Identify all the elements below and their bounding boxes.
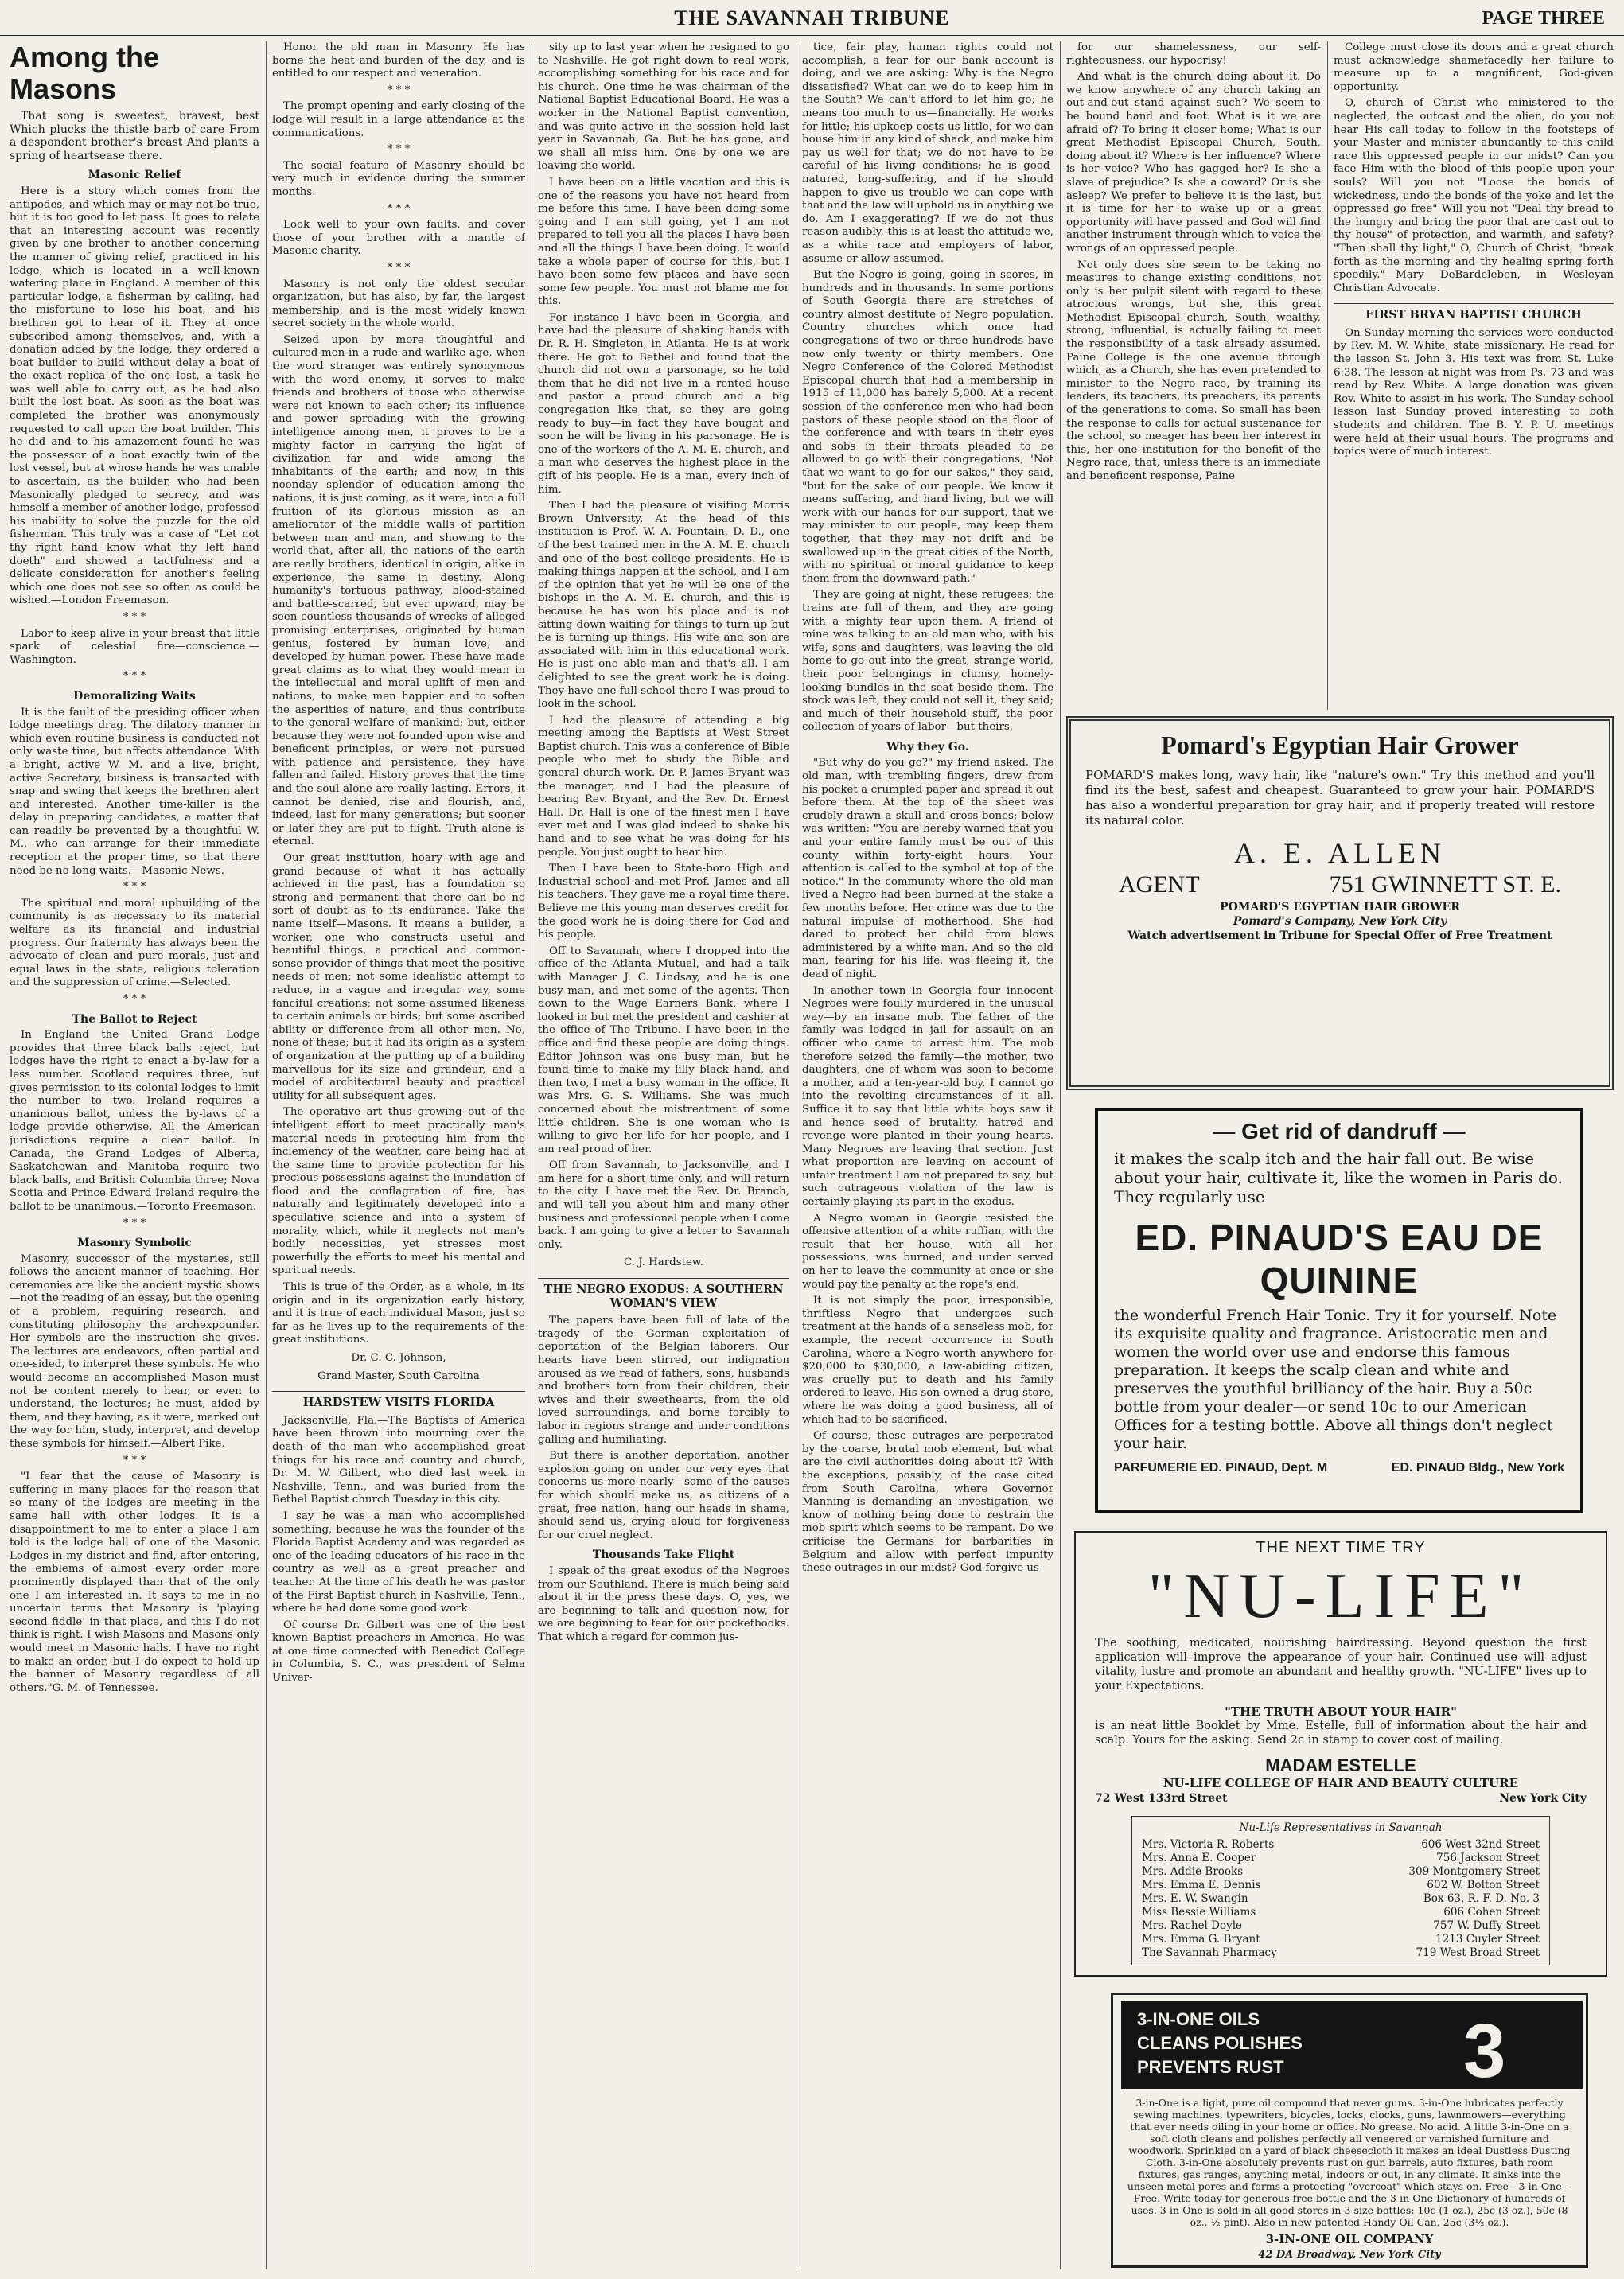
- paragraph: Of course Dr. Gilbert was one of the best known Baptist preachers in America. He was at one time connected with Benedict College in Columbia, S. C., was president of Selma Univer-: [272, 1619, 525, 1685]
- paragraph: The papers have been full of late of the tragedy of the German exploitation of deportation of the Belgian laborers. Our hearts have been stirred, our indignation aroused as we read of fathers, sons, husbands and brothers torn from their children, their wives and their sweethearts, from the old loved surroundings, and borne forcibly to labor in regions strange and under conditions galling and humiliating.: [538, 1315, 789, 1446]
- ad-pinaud: [1095, 1108, 1583, 1513]
- paragraph: Then I had the pleasure of visiting Morris Brown University. At the head of this institution is Prof. W. A. Fountain, D. D., one of the best trained men in the A. M. E. church and one of the best college presidents. He is making things happen at the school, and I am of the opinion that yet he will be one of the bishops in the A. M. E. church, and this is because he has won his place and is not sitting down waiting for things to turn up but he is turning up things. His wife and son are associated with him in this educational work. He is just one able man and that's all. I am delighted to see the great work he is doing. They have one full school there I was proud to look in the school.: [538, 500, 789, 711]
- madam-name: MADAM ESTELLE: [1265, 1755, 1416, 1775]
- brand-name: ED. PINAUD'S EAU DE QUININE: [1135, 1217, 1544, 1301]
- rep-row: [1142, 1906, 1540, 1919]
- paragraph: I speak of the great exodus of the Negroes from our Southland. There is much being said about it in the press these days. O, yes, we are beginning to talk and question now, for we are beginning to fear for our pocketbooks. That which a regard for common jus-: [538, 1564, 789, 1643]
- paragraph: for our shamelessness, our self-righteousness, our hypocrisy!: [1066, 41, 1321, 67]
- paragraph: For instance I have been in Georgia, and have had the pleasure of shaking hands with Dr. R. H. Singleton, in Atlanta. He is at work there. He got to Bethel and found that the church did not own a parsonage, so he told them that he did not live in a rented house and pastor a proud church and a big congregation like that, so they are going ready to buy—in fact they have bought and soon he will be living in his parsonage. He is one of the workers of the A. M. E. church, and a man who deserves the highest place in the gift of his people. He is a man, every inch of him.: [538, 311, 789, 496]
- article-headline: THE NEGRO EXODUS: A SOUTHERN WOMAN'S VIEW: [538, 1278, 789, 1310]
- can-number: 3: [1463, 2008, 1506, 2089]
- city: New York City: [1499, 1792, 1587, 1805]
- article-headline: FIRST BRYAN BAPTIST CHURCH: [1334, 303, 1614, 322]
- rep-row: [1142, 1946, 1540, 1960]
- article-headline: HARDSTEW VISITS FLORIDA: [272, 1391, 525, 1410]
- column-4: [802, 41, 1053, 2269]
- rep-row: [1142, 1838, 1540, 1852]
- separator: * * *: [123, 993, 146, 1005]
- agent-label: AGENT: [1119, 871, 1200, 898]
- rep-address: 602 W. Bolton Street: [1427, 1879, 1540, 1891]
- rep-address: 1213 Cuyler Street: [1435, 1933, 1540, 1946]
- column-2: [272, 41, 525, 2269]
- separator: * * *: [123, 1454, 146, 1467]
- column-rule: [266, 41, 267, 2269]
- rep-row: [1142, 1919, 1540, 1933]
- rep-row: [1142, 1879, 1540, 1892]
- separator: * * *: [123, 670, 146, 683]
- column-6: [1334, 41, 1614, 710]
- booklet-text: is an neat little Booklet by Mme. Estelle, full of information about the hair and scalp. Yours for the asking. Send 2c in stamp to cover cost of mailing.: [1095, 1720, 1587, 1747]
- separator: * * *: [387, 84, 411, 96]
- rep-address: 756 Jackson Street: [1436, 1852, 1540, 1864]
- separator: * * *: [387, 143, 411, 156]
- ad-body: it makes the scalp itch and the hair fall out. Be wise about your hair, cultivate it, like the women in Paris do. They regularly use: [1114, 1149, 1563, 1206]
- paragraph: tice, fair play, human rights could not accomplish, a fear for our bank account is doing, and we are asking: Why is the Negro dissatisfied? What can we do to keep him in the South? We can't afford to let him go; he means too much to us—financially. He works for little; his upkeep costs us little, for we can house him in any kind of shack, and make him pay us well for that; we do not have to be careful of his living conditions; he is good-natured, long-suffering, and if he should happen to give us trouble we can cope with that and the law will uphold us in anything we do. Am I exaggerating? If we do not thus reason audibly, this is at least the attitude we, as a white race and employers of labor, assume or allow assumed.: [802, 41, 1053, 265]
- paragraph: Seized upon by more thoughtful and cultured men in a rude and warlike age, when the word stranger was entirely synonymous with the word enemy, it serves to make friends and brothers of those who otherwise were not known to each other; its influence and power spreading with the growing intelligence among men, it proves to be a mighty factor in carrying the light of civilization far and wide among the inhabitants of the earth; and now, in this noonday splendor of education among the nations, it is just coming, as it were, into a full fruition of its glorious mission as an ameliorator of the middle walls of partition between man and man, and showing to the world that, after all, the nations of the earth are really brothers, identical in origin, alike in experience, the same in destiny. Along humanity's tortuous pathway, blood-stained and battle-scarred, but ever upward, may be seen countless thousands of wrecks of alleged promising enterprises, originated by human genius, fostered by human love, and developed by human power. These have made great claims as to what they would mean in the intellectual and moral uplift of men and nations, to make men happier and to soften the asperities of nature, and thus contribute to the general welfare of mankind; but, either because they were not founded upon wise and beneficent principles, or were not pursued with patience and persistence, they have fallen and failed. History proves that the time and the soul alone are really lasting. Errors, it cannot be denied, rise and flourish, and, indeed, last for many generations; but sooner or later they are put to flight. Truth alone is eternal.: [272, 333, 525, 848]
- paragraph: But the Negro is going, going in scores, in hundreds and in thousands. In some portions of South Georgia there are stretches of country almost destitute of Negro population. Country churches which once had congregations of two or three hundreds have now only twenty or thirty members. One Negro Conference of the Colored Methodist Episcopal church that had a membership in 1915 of 11,000 has barely 5,000. At a recent session of the conference men who had been pastors of these people stood on the floor of the conference and with tears in their eyes and sobs in their throats pleaded to be allowed to go with their congregations, "Not that we want to go for our sakes," they said, "but for the sake of our people. We know it means suffering, and hard living, but we will work with our hands for our support, that we may minister to our people, may keep them together, that they may not drift and be swallowed up in the great cities of the North, with no spiritual or moral guidance to keep them from the downward path.": [802, 269, 1053, 585]
- article-body: Here is a story which comes from the antipodes, and which may or may not be true, but it is too good to let pass. It goes to relate that an interesting account was recently given by one brother to another concerning the manner of giving relief, practiced in his lodge, which is located in a well-known watering place in England. A member of this particular lodge, a fisherman by calling, had the misfortune to lose his boat, and his brethren got to hear of it. They at once subscribed among themselves, and, with a donation added by the lodge, they ordered a boat builder to build without delay a boat of the exact replica of the one lost, a task he was well able to carry out, as he had also built the lost boat. As soon as the boat was completed the brother was anonymously requested to call upon the boat builder. This he did and to his amazement found he was the possessor of a boat exactly twin of the lost vessel, but at whose hands he was unable to ascertain, as the builder, who had been Masonically pledged to secrecy, and was himself a member of another lodge, professed his inability to solve the puzzle for the old fisherman. This truly was a case of "Let not thy right hand know what thy left hand doeth" and showed a tactfulness and a delicate consideration for another's feeling which one does not see so often as could be wished.—London Freemason.: [10, 185, 259, 607]
- separator: * * *: [123, 1217, 146, 1229]
- section-heading: Among the Masons: [10, 41, 159, 105]
- masthead: [0, 0, 1624, 37]
- rep-address: 757 W. Duffy Street: [1433, 1919, 1540, 1932]
- separator: * * *: [387, 261, 411, 274]
- paragraph: It is not simply the poor, irresponsible, thriftless Negro that undergoes such treatment at the hands of a senseless mob, for example, the recent occurrence in South Carolina, where a Negro worth anywhere for $20,000 to $30,000, a law-abiding citizen, was cruelly put to death and his family ordered to leave. His son owned a drug store, where he was doing a good business, all of which had to be sacrificed.: [802, 1295, 1053, 1426]
- column-3: [538, 41, 789, 2269]
- ad-body: The soothing, medicated, nourishing hairdressing. Beyond question the first application will improve the appearance of your hair. Continued use will adjust vitality, lustre and promote an abundant and healthy growth. "NU-LIFE" lives up to your Expectations.: [1095, 1637, 1587, 1693]
- rep-name: Mrs. Emma G. Bryant: [1142, 1933, 1260, 1946]
- paragraph: Look well to your own faults, and cover those of your brother with a mantle of Masonic charity.: [272, 219, 525, 258]
- paragraph: Honor the old man in Masonry. He has borne the heat and burden of the day, and is entitled to our respect and veneration.: [272, 41, 525, 80]
- rep-row: [1142, 1852, 1540, 1865]
- ad-line: POMARD'S EGYPTIAN HAIR GROWER: [1220, 901, 1460, 914]
- separator: * * *: [387, 202, 411, 215]
- paragraph: They are going at night, these refugees; the trains are full of them, and they are going with a mighty fear upon them. A friend of mine was talking to an old man who, with his wife, sons and daughters, was leaving the old home to go out into the great, strange world, their poor belongings in clumsy, homely-looking bundles in the seat beside them. The stock was left, they could not sell it, they said; and much of their household stuff, the poor collection of years of labor—but theirs.: [802, 589, 1053, 734]
- paragraph: Not only does she seem to be taking no measures to change existing conditions, not only is her pulpit silent with regard to these atrocious wrongs, but she, this great Methodist Episcopal church, South, wealthy, strong, influential, is actually failing to meet the responsibility of a task already assumed. Paine College is the one avenue through which, as a Church, she has even pretended to minister to the Negro race, by training its leaders, its teachers, its preachers, its parents of the generations to come. So small has been the response to calls for actual sustenance for the school, so meager has been her interest in this, her one institution for the benefit of the Negro race, that, unless there is an immediate and beneficent response, Paine: [1066, 259, 1321, 482]
- rep-name: Mrs. E. W. Swangin: [1142, 1892, 1248, 1905]
- can-label-3: PREVENTS RUST: [1137, 2057, 1284, 2077]
- article-title: Masonry Symbolic: [77, 1237, 192, 1250]
- paragraph: College must close its doors and a great church must acknowledge shamefacedly her failure to measure up to a magnificent, God-given opportunity.: [1334, 41, 1614, 93]
- paragraph: On Sunday morning the services were conducted by Rev. M. W. White, state missionary. He read for the lesson St. John 3. His text was from St. Luke 6:38. The lesson at night was from Ps. 73 and was read by Rev. White. A large donation was given Rev. White to assist in his work. The Sunday school lesson last Sunday proved interesting to both students and children. The B. Y. P. U. meetings were held at their usual hours. The programs and topics were of much interest.: [1334, 326, 1614, 458]
- ad-text: the wonderful French Hair Tonic. Try it for yourself. Note its exquisite quality and fragrance. Aristocratic men and women the world over use and endorse this famous preparation. It keeps the scalp clean and white and preserves the youthful brilliancy of the hair. Buy a 50c bottle from your dealer—or send 10c to our American Offices for a testing bottle. Above all things don't neglect your hair.: [1114, 1307, 1557, 1452]
- brand-name: "NU-LIFE": [1147, 1561, 1534, 1631]
- rep-row: [1142, 1865, 1540, 1879]
- rep-address: 606 West 32nd Street: [1421, 1838, 1540, 1851]
- paragraph: Off from Savannah, to Jacksonville, and I am here for a short time only, and will return to the city. I have met the Rev. Dr. Branch, and will tell you about him and many other business and professional people when I come back. I am going to give a letter to Savannah only.: [538, 1159, 789, 1251]
- signature-title: Grand Master, South Carolina: [317, 1369, 480, 1382]
- street: 72 West 133rd Street: [1095, 1792, 1228, 1805]
- column-rule: [1060, 41, 1061, 2269]
- quote: The spiritual and moral upbuilding of the community is as necessary to its material welfare as its financial and industrial progress. Our fraternity has always been the advocate of clean and pure morals, just and equal laws in the state, religious toleration and the suppression of crime.—Selected.: [10, 897, 259, 989]
- rep-row: [1142, 1892, 1540, 1906]
- rep-address: 719 West Broad Street: [1416, 1946, 1540, 1959]
- rep-row: [1142, 1933, 1540, 1946]
- agent-row: [1071, 870, 1609, 900]
- article-title: Masonic Relief: [88, 169, 181, 182]
- oil-can-illustration: [1121, 2001, 1583, 2089]
- agent-address: 751 GWINNETT ST. E.: [1329, 871, 1561, 898]
- table-title: Nu-Life Representatives in Savannah: [1239, 1821, 1443, 1834]
- article-body: It is the fault of the presiding officer when lodge meetings drag. The dilatory manner in which even routine business is conducted not only waste time, but affects attendance. With a bright, active W. M. and a live, bright, active Secretary, business is transacted with snap and swing that keeps the brethren alert and interested. Another time-killer is the delay in preparing candidates, a matter that can readily be prevented by a thoughtful W. M., who can arrange for their immediate reception at the proper time, so that there need be no long waits.—Masonic News.: [10, 706, 259, 877]
- ad-pomard: [1066, 716, 1614, 1090]
- paragraph: In another town in Georgia four innocent Negroes were foully murdered in the unusual way—by an insane mob. The father of the family was lodged in jail for assault on an officer who came to arrest him. The mob therefore seized the family—the mother, two daughters, one of whom was soon to become a mother, and a ten-year-old boy. I cannot go into the revolting circumstances of it all. Suffice it to say that little white boys saw it and hence seed of brutality, hatred and revenge were planted in their young hearts. Many Negroes are leaving that section. Just what proportion are leaving on account of unfair treatment I am not prepared to say, but such outrageous violation of the law is certainly playing its part in the exodus.: [802, 984, 1053, 1209]
- newspaper-title: THE SAVANNAH TRIBUNE: [674, 6, 950, 29]
- ad-title: Pomard's Egyptian Hair Grower: [1161, 730, 1519, 759]
- ad-line: Watch advertisement in Tribune for Special Offer of Free Treatment: [1127, 929, 1552, 942]
- paragraph: I have been on a little vacation and this is one of the reasons you have not heard from me before this time. I have been doing some going and I am still going, yet I am not prepared to tell you all the places I have been and all the things I have been doing. It would take a whole paper of course for this, but I have been some few places and have seen some few people. You must not blame me for this.: [538, 176, 789, 308]
- article-subhead: Thousands Take Flight: [592, 1549, 735, 1562]
- article-title: Demoralizing Waits: [73, 689, 196, 703]
- separator: * * *: [123, 610, 146, 623]
- company-name: 3-IN-ONE OIL COMPANY: [1265, 2232, 1434, 2246]
- paragraph: The operative art thus growing out of the intelligent effort to meet practically man's material needs in protecting him from the inclemency of the weather, care being had at the same time to provide protection for his precious possessions against the inundation of flood and the conflagration of fire, has naturally and legitimately developed into a speculative science and into a system of morality, which, while it neglects not man's bodily necessities, yet stresses most powerfully the efforts to meet his mental and spiritual needs.: [272, 1106, 525, 1277]
- column-1: [10, 41, 259, 2269]
- rep-name: Miss Bessie Williams: [1142, 1906, 1256, 1919]
- paragraph: Off to Savannah, where I dropped into the office of the Atlanta Mutual, and had a talk with Manager J. C. Lindsay, and he is one busy man, and met some of the agents. Then down to the Wage Earners Bank, where I looked in but met the president and cashier at the office of The Tribune. I have been in the office and find these people are doing things. Editor Johnson was one busy man, but he found time to make my lilly black hand, and then two, I met a busy woman in the office. It was Mrs. G. S. Williams. She was much concerned about the mistreatment of some little children. She is one woman who is willing to give her life for her people, and I am real proud of her.: [538, 945, 789, 1155]
- can-label-2: CLEANS POLISHES: [1137, 2033, 1303, 2053]
- rep-name: Mrs. Anna E. Cooper: [1142, 1852, 1256, 1864]
- paragraph: Then I have been to State-boro High and Industrial school and met Prof. James and all his teachers. They gave me a royal time there. Believe me this young man deserves credit for the good work he is doing there for God and his people.: [538, 863, 789, 941]
- paragraph: Our great institution, hoary with age and grand because of what it has actually achieved in the past, has a foundation so strong and permanent that there can be no sort of doubt as to its endurance. Take the name itself—Masons. It means a builder, a worker, one who constructs useful and beautiful things, a practical and common-sense provider of things that meet the positive needs of men; not some idealistic attempt to reduce, in a vague and irregular way, some fanciful creations; not some assumed likeness to certain animals or birds; but some ascribed ability or difference from all other men. No, none of these; but it had its origin as a system of organization at the putting up of a building marvellous for its size and grandeur, and a model of architectural beauty and practical utility for all subsequent ages.: [272, 852, 525, 1102]
- booklet-title: "THE TRUTH ABOUT YOUR HAIR": [1225, 1704, 1457, 1719]
- college-name: NU-LIFE COLLEGE OF HAIR AND BEAUTY CULTURE: [1163, 1776, 1519, 1790]
- rep-name: The Savannah Pharmacy: [1142, 1946, 1277, 1959]
- college-address: [1076, 1790, 1606, 1806]
- paragraph: A Negro woman in Georgia resisted the offensive attention of a white ruffian, with the result that her house, with all her possessions, was burned, and under served on her to leave the community at once or she would pay the penalty at the rope's end.: [802, 1212, 1053, 1291]
- ad-footer: [1098, 1453, 1580, 1475]
- rep-name: Mrs. Emma E. Dennis: [1142, 1879, 1261, 1891]
- ad-body: 3-in-One is a light, pure oil compound that never gums. 3-in-One lubricates perfectly sewing machines, typewriters, bicycles, locks, clocks, guns, lawnmowers—everything that ever needs oiling in your home or office. No grease. No acid. A little 3-in-One on a soft cloth cleans and polishes perfectly all veneered or varnished furniture and woodwork. Sprinkled on a yard of black cheesecloth it makes an ideal Dustless Dusting Cloth. 3-in-One absolutely prevents rust on gun barrels, auto fixtures, bath room fixtures, gas ranges, anything metal, indoors or out, in any climate. It sinks into the unseen metal pores and forms a protecting "overcoat" which stays on. Free—3-in-One—Free. Write today for generous free bottle and the 3-in-One Dictionary of hundreds of uses. 3-in-One is sold in all good stores in 3-size bottles: 10c (1 oz.), 25c (3 oz.), 50c (8 oz., ½ pint). Also in new patented Handy Oil Can, 25c (3½ oz.).: [1127, 2097, 1572, 2228]
- company-address: 42 DA Broadway, New York City: [1258, 2249, 1441, 2261]
- rep-address: 606 Cohen Street: [1443, 1906, 1540, 1919]
- rep-rows: [1142, 1838, 1540, 1960]
- ad-line: Pomard's Company, New York City: [1233, 915, 1447, 928]
- column-rule: [1327, 41, 1328, 710]
- paragraph: I say he was a man who accomplished something, because he was the founder of the Florida Baptist Academy and was regarded as one of the leading educators of his race in the country as well as a great preacher and teacher. At the time of his death he was pastor of the First Baptist church in Nashville, Tenn., where he had done some good work.: [272, 1510, 525, 1615]
- paragraph: O, church of Christ who ministered to the neglected, the outcast and the alien, do you not hear His call today to follow in the footsteps of your Master and minister abundantly to this child race this oppressed people in our midst? Can you face Him with the blood of this people upon your souls? Will you not "Loose the bonds of wickedness, undo the bonds of the yoke and let the oppressed go free" Will you not "Deal thy bread to the hungry and bring the poor that are cast out to thy house" of protection, and warmth, and safety? "Then shall thy light," O, Church of Christ, "break forth as the morning and thy healing spring forth speedily."—Mary DeBardeleben, in Wesleyan Christian Advocate.: [1334, 97, 1614, 294]
- company-address: ED. PINAUD Bldg., New York: [1391, 1461, 1564, 1475]
- quote: Labor to keep alive in your breast that little spark of celestial fire—conscience.—Washington.: [10, 627, 259, 666]
- paragraph: Jacksonville, Fla.—The Baptists of America have been thrown into mourning over the death of the man who accomplished great things for his race and country and church, Dr. M. W. Gilbert, who died last week in Nashville, Tenn., and was buried from the Bethel Baptist church Tuesday in this city.: [272, 1414, 525, 1506]
- rep-address: 309 Montgomery Street: [1408, 1865, 1540, 1878]
- ad-3inone: [1111, 1993, 1588, 2268]
- paragraph: Of course, these outrages are perpetrated by the coarse, brutal mob element, but what are the civil authorities doing about it? With the exceptions, possibly, of the case cited from South Carolina, where Governor Manning is demanding an investigation, we know of nothing being done to restrain the mob spirit which seems to be rampant. Do we criticise the Germans for barbarities in Belgium and allow with perfect impunity these outrages in our midst? God forgive us: [802, 1430, 1053, 1575]
- agent-name: A. E. ALLEN: [1234, 837, 1446, 869]
- article-body: Masonry, successor of the mysteries, still follows the ancient manner of teaching. Her ceremonies are like the ancient mystic shows—not the reading of an essay, but the opening of a problem, requiring research, and constituting philosophy the archexpounder. Her symbols are the instruction she gives. The lectures are endeavors, often partial and one-sided, to interpret these symbols. He who would become an accomplished Mason must not be content merely to hear, or even to understand, the lectures; he must, aided by them, and they having, as it were, marked out the way for him, study, interpret, and develop these symbols for himself.—Albert Pike.: [10, 1252, 259, 1450]
- rep-name: Mrs. Rachel Doyle: [1142, 1919, 1243, 1932]
- ad-nulife: [1074, 1531, 1607, 1977]
- signature: Dr. C. C. Johnson,: [351, 1352, 446, 1364]
- paragraph: This is true of the Order, as a whole, in its origin and in its organization early history, and it is true of each individual Mason, just so far as he lives up to the requirements of the great institutions.: [272, 1281, 525, 1346]
- article-title: The Ballot to Reject: [72, 1012, 197, 1026]
- rep-name: Mrs. Victoria R. Roberts: [1142, 1838, 1275, 1851]
- paragraph: "But why do you go?" my friend asked. The old man, with trembling fingers, drew from his pocket a crumpled paper and spread it out before them. At the top of the sheet was crudely drawn a skull and cross-bones; below was written: "You are hereby warned that you and your entire family must be out of this county within forty-eight hours. Your attention is called to the symbol at top of the notice." In the community where the old man lived a Negro had been burned at the stake a few months before. Her crime was due to the natural impulse of motherhood. She had dared to protect her child from blows administered by a white man. And so the old man, fearing for his life, was fleeing it, the dead of night.: [802, 757, 1053, 980]
- paragraph: I had the pleasure of attending a big meeting among the Baptists at West Street Baptist church. This was a conference of Bible people who met to study the Bible and general church work. Dr. P. James Bryant was the manager, and I had the pleasure of hearing Rev. Bryant, and the Rev. Dr. Ernest Hall. Dr. Hall is one of the finest men I have ever met and I was glad indeed to shake his hand and to see what he was doing for his people. You just ought to hear him.: [538, 714, 789, 859]
- quote: "I fear that the cause of Masonry is suffering in many places for the reason that so many of the lodges are meeting in the same hall with other lodges. It is a disappointment to me to enter a place I am told is the lodge hall of one of the Masonic Lodges in my district and find, after entering, the emblems of almost every order more prominently displayed than that of the only one I am interested in. It says to me in no uncertain terms that Masonry is 'playing second fiddle' in that place, and this I do not think is right. I wish Masons and Masons only would meet in Masonic halls. I have no right to make an order, but I do expect to hold up the banner of Masonry regardless of all others."G. M. of Tennessee.: [10, 1471, 259, 1694]
- ad-headline: THE NEXT TIME TRY: [1256, 1539, 1426, 1556]
- article-subhead: Why they Go.: [886, 740, 969, 754]
- separator: * * *: [123, 881, 146, 894]
- signature: C. J. Hardstew.: [623, 1256, 704, 1269]
- intro-verse: That song is sweetest, bravest, best Which plucks the thistle barb of care From a despondent brother's breast And plants a spring of heartsease there.: [10, 110, 259, 162]
- paragraph: And what is the church doing about it. Do we know anywhere of any church taking an out-and-out stand against such? We seem to be bound hand and foot. What is it we are afraid of? To bring it closer home; What is our great Methodist Episcopal Church, South, doing about it? Where is her influence? Where is her voice? Who has gagged her? Is she a slave of prejudice? Is she a coward? Or is she asleep? We prefer to believe it is the last, but it is time for her to wake up or a great opportunity will have passed and God will find another instrument through which to voice the wrongs of an oppressed people.: [1066, 71, 1321, 255]
- article-body: In England the United Grand Lodge provides that three black balls reject, but lodges have the right to enact a by-law for a less number. Scotland requires three, but gives permission to its colonial lodges to limit the number to two. Ireland requires a unanimous ballot, unless the by-laws of a lodge provide otherwise. All the American jurisdictions require a clear ballot. In Canada, the Grand Lodges of Alberta, Saskatchewan and Manitoba require two black balls, and British Columbia three; Nova Scotia and Prince Edward Ireland require the ballot to be unanimous.—Toronto Freemason.: [10, 1029, 259, 1213]
- rep-name: Mrs. Addie Brooks: [1142, 1865, 1244, 1878]
- paragraph: But there is another deportation, another explosion going on under our very eyes that concerns us more nearly—some of the causes for which should make us, as citizens of a great, free nation, hang our heads in shame, should send us, crying aloud for forgiveness for our cruel neglect.: [538, 1450, 789, 1541]
- paragraph: The prompt opening and early closing of the lodge will result in a large attendance at the communications.: [272, 100, 525, 139]
- rep-address: Box 63, R. F. D. No. 3: [1423, 1892, 1540, 1905]
- paragraph: Masonry is not only the oldest secular organization, but has also, by far, the largest membership, and is the most widely known secret society in the whole world.: [272, 278, 525, 330]
- paragraph: sity up to last year when he resigned to go to Nashville. He got right down to real work, accomplishing something for his race and for his church. One time he was chairman of the National Baptist Educational Board. He was a worker in the National Baptist convention, and was quite active in the session held last year in Savannah, Ga. But he has gone, and we shall all miss him. One by one we are leaving the world.: [538, 41, 789, 173]
- ad-body: POMARD'S makes long, wavy hair, like "nature's own." Try this method and you'll find its the best, safest and cheapest. Guaranteed to grow your hair. POMARD'S has also a wonderful preparation for gray hair, and if properly treated will restore its natural color.: [1085, 768, 1595, 828]
- company-name: PARFUMERIE ED. PINAUD, Dept. M: [1114, 1461, 1328, 1475]
- paragraph: The social feature of Masonry should be very much in evidence during the summer months.: [272, 159, 525, 198]
- ad-headline: — Get rid of dandruff —: [1213, 1119, 1466, 1143]
- column-5: [1066, 41, 1321, 710]
- can-label-1: 3-IN-ONE OILS: [1137, 2009, 1260, 2029]
- page-number: PAGE THREE: [1482, 8, 1605, 29]
- representatives-table: [1131, 1816, 1550, 1965]
